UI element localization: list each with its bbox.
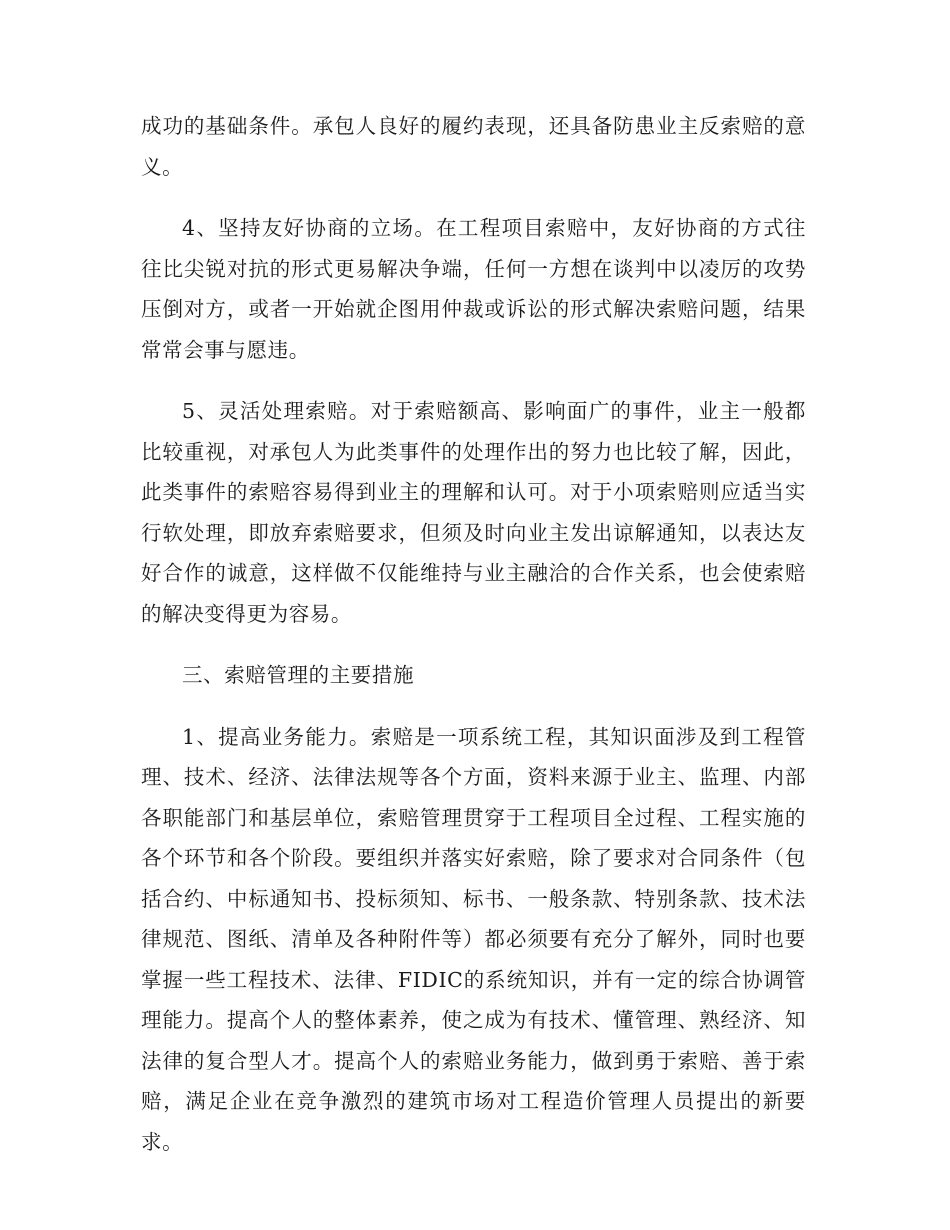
paragraph-point-4: 4、坚持友好协商的立场。在工程项目索赔中，友好协商的方式往往比尖锐对抗的形式更易解决争端，任何一方想在谈判中以凌厉的攻势压倒对方，或者一开始就企图用仲裁或诉讼的形式解决索赔问题，结果常常会事与愿违。 [141,216,806,362]
paragraph-point-5: 5、灵活处理索赔。对于索赔额高、影响面广的事件，业主一般都比较重视，对承包人为此类事件的处理作出的努力也比较了解，因此，此类事件的索赔容易得到业主的理解和认可。对于小项索赔则应适当实行软处理，即放弃索赔要求，但须及时向业主发出谅解通知，以表达友好合作的诚意，这样做不仅能维持与业主融洽的合作关系，也会使索赔的解决变得更为容易。 [141,399,806,626]
section-heading: 三、索赔管理的主要措施 [182,663,415,687]
paragraph-continuation: 成功的基础条件。承包人良好的履约表现，还具备防患业主反索赔的意义。 [141,114,806,179]
document-body [141,106,806,1183]
paragraph-measure-1: 1、提高业务能力。索赔是一项系统工程，其知识面涉及到工程管理、技术、经济、法律法规等各个方面，资料来源于业主、监理、内部各职能部门和基层单位，索赔管理贯穿于工程项目全过程、工程实施的各个环节和各个阶段。要组织并落实好索赔，除了要求对合同条件（包括合约、中标通知书、投标须知、标书、一般条款、特别条款、技术法律规范、图纸、清单及各种附件等）都必须要有充分了解外，同时也要掌握一些工程技术、法律、FIDIC的系统知识，并有一定的综合协调管理能力。提高个人的整体素养，使之成为有技术、懂管理、熟经济、知法律的复合型人才。提高个人的索赔业务能力，做到勇于索赔、善于索赔，满足企业在竞争激烈的建筑市场对工程造价管理人员提出的新要求。 [141,724,806,1154]
